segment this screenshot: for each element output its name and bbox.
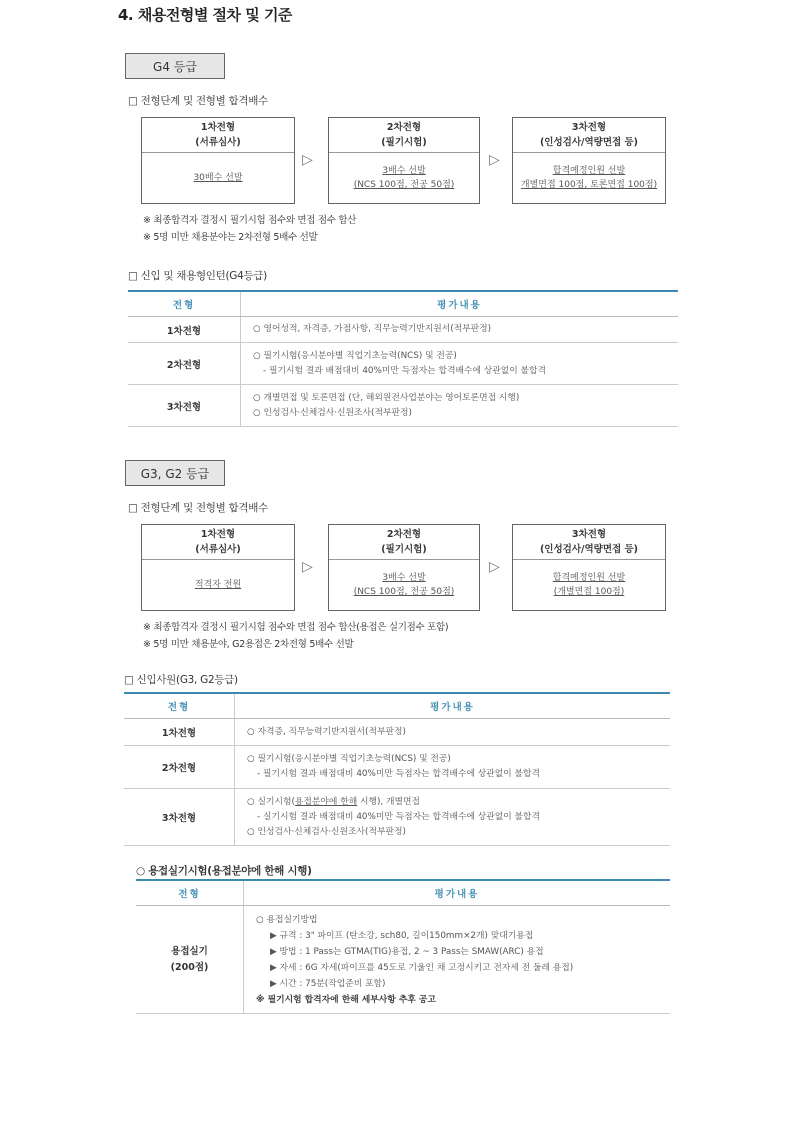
table-title-weld: ○ 용접실기시험(용접분야에 한해 시행) xyxy=(136,865,312,877)
stage-result-detail: (NCS 100점, 전공 50점) xyxy=(353,180,455,190)
stage-sub: (인성검사/역량면접 등) xyxy=(539,137,639,148)
row-stage-score: (200점) xyxy=(170,961,209,973)
method-item: ▶ 규격 : 3" 파이프 (탄소강, sch80, 길이150mm×2개) 맞대기용접 xyxy=(270,930,534,941)
row-line: ○ 인성검사·신체검사·신원조사(적부판정) xyxy=(253,407,412,418)
table-row xyxy=(136,906,670,1014)
method-item: ▶ 자세 : 6G 자세(파이프를 45도로 기울인 채 고정시키고 전자세 전 둘레 용접) xyxy=(270,962,574,973)
note: ※ 최종합격자 결정시 필기시험 점수와 면접 점수 합산 xyxy=(143,215,357,226)
row-line: ○ 인성검사·신체검사·신원조사(적부판정) xyxy=(247,826,406,837)
stage-sub: (인성검사/역량면접 등) xyxy=(539,544,639,555)
stage-box-g4-2 xyxy=(328,117,480,204)
note: ※ 5명 미만 채용분야는 2차전형 5배수 선발 xyxy=(143,232,318,243)
underlined-text: 용접분야에 한해 xyxy=(294,796,358,807)
table-row xyxy=(128,385,678,427)
stage-sub: (필기시험) xyxy=(381,544,427,555)
col-header-stage: 전형 xyxy=(124,693,235,719)
flow-title-g4: □ 전형단계 및 전형별 합격배수 xyxy=(128,95,268,107)
stage-result: 적격자 전원 xyxy=(194,580,242,590)
stage-result-detail: (NCS 100점, 전공 50점) xyxy=(353,587,455,597)
eval-table-g3 xyxy=(124,692,670,846)
row-line: ○ 필기시험(응시분야별 직업기초능력(NCS) 및 전공) xyxy=(253,350,457,361)
stage-name: 3차전형 xyxy=(571,122,607,133)
col-header-stage: 전형 xyxy=(128,291,241,317)
arrow-icon: ▷ xyxy=(489,152,500,168)
row-stage: 2차전형 xyxy=(128,343,241,385)
row-line: - 필기시험 결과 배점대비 40%미만 득점자는 합격배수에 상관없이 불합격 xyxy=(257,769,541,779)
row-stage: 용접실기 xyxy=(171,945,208,957)
col-header-content: 평가내용 xyxy=(241,291,679,317)
eval-table-weld xyxy=(136,879,670,1014)
row-line: ○ 필기시험(응시분야별 직업기초능력(NCS) 및 전공) xyxy=(247,754,451,764)
eval-table-g4 xyxy=(128,290,678,427)
stage-name: 1차전형 xyxy=(200,122,236,133)
stage-result: 3배수 선발 xyxy=(382,166,426,176)
table-row xyxy=(124,746,670,789)
table-row xyxy=(124,719,670,746)
stage-result: 합격예정인원 선발 xyxy=(552,166,626,176)
row-stage: 3차전형 xyxy=(124,789,235,846)
row-line: - 실기시험 결과 배점대비 40%미만 득점자는 합격배수에 상관없이 불합격 xyxy=(257,811,541,822)
stage-box-g3-3 xyxy=(512,524,666,611)
row-line: ○ 자격증, 직무능력기반지원서(적부판정) xyxy=(247,726,406,737)
table-row xyxy=(128,343,678,385)
stage-box-g4-1 xyxy=(141,117,295,204)
col-header-content: 평가내용 xyxy=(244,880,671,906)
grade-label-g3: G3, G2 등급 xyxy=(125,460,225,486)
stage-result: 합격예정인원 선발 xyxy=(552,573,626,583)
stage-box-g4-3 xyxy=(512,117,666,204)
stage-result-detail: 개별면접 100점, 토론면접 100점) xyxy=(520,180,658,190)
page-title: 4. 채용전형별 절차 및 기준 xyxy=(118,6,292,24)
stage-name: 2차전형 xyxy=(386,122,422,133)
col-header-stage: 전형 xyxy=(136,880,244,906)
stage-box-g3-2 xyxy=(328,524,480,611)
note: ※ 최종합격자 결정시 필기시험 점수와 면접 점수 합산(용접은 실기점수 포함) xyxy=(143,622,449,633)
method-item: ▶ 방법 : 1 Pass는 GTMA(TIG)용접, 2 ~ 3 Pass는 SMAW(ARC) 용접 xyxy=(270,946,544,957)
table-title-g3: □ 신입사원(G3, G2등급) xyxy=(124,674,238,686)
row-stage: 3차전형 xyxy=(128,385,241,427)
row-stage: 1차전형 xyxy=(128,317,241,343)
stage-sub: (서류심사) xyxy=(195,544,241,555)
stage-sub: (서류심사) xyxy=(195,137,241,148)
row-stage: 2차전형 xyxy=(124,746,235,789)
arrow-icon: ▷ xyxy=(302,152,313,168)
note: ※ 5명 미만 채용분야, G2용접은 2차전형 5배수 선발 xyxy=(143,639,354,650)
row-line: ○ 영어성적, 자격증, 가점사항, 직무능력기반지원서(적부판정) xyxy=(253,324,492,334)
table-title-g4: □ 신입 및 채용형인턴(G4등급) xyxy=(128,270,267,282)
row-stage: 1차전형 xyxy=(124,719,235,746)
row-line: ○ 실기시험(용접분야에 한해 시행), 개별면접 xyxy=(247,796,420,807)
stage-name: 1차전형 xyxy=(200,529,236,540)
arrow-icon: ▷ xyxy=(489,559,500,575)
method-title: ○ 용접실기방법 xyxy=(256,914,318,925)
grade-label-g4: G4 등급 xyxy=(125,53,225,79)
row-line: ○ 개별면접 및 토론면접 (단, 해외원전사업분야는 영어토론면접 시행) xyxy=(253,392,520,403)
stage-box-g3-1 xyxy=(141,524,295,611)
stage-sub: (필기시험) xyxy=(381,137,427,148)
stage-name: 3차전형 xyxy=(571,529,607,540)
table-row xyxy=(128,317,678,343)
method-item: ▶ 시간 : 75분(작업준비 포함) xyxy=(270,978,386,989)
footnote: ※ 필기시험 합격자에 한해 세부사항 추후 공고 xyxy=(256,994,436,1005)
stage-result: 30배수 선발 xyxy=(193,173,243,183)
stage-result: 3배수 선발 xyxy=(382,573,426,583)
row-line: - 필기시험 결과 배점대비 40%미만 득점자는 합격배수에 상관없이 불합격 xyxy=(263,365,547,376)
table-row xyxy=(124,789,670,846)
col-header-content: 평가내용 xyxy=(235,693,671,719)
stage-result-detail: (개별면접 100점) xyxy=(553,587,625,597)
arrow-icon: ▷ xyxy=(302,559,313,575)
flow-title-g3: □ 전형단계 및 전형별 합격배수 xyxy=(128,502,268,514)
stage-name: 2차전형 xyxy=(386,529,422,540)
